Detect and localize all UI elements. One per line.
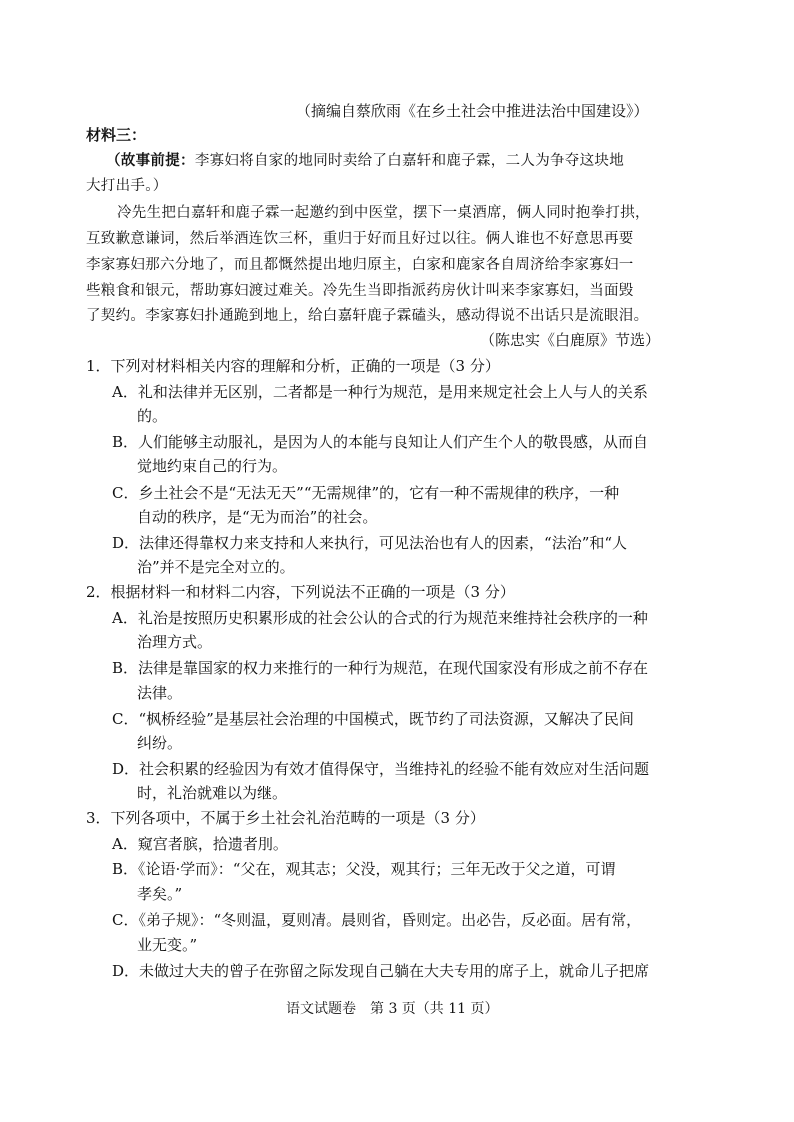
question-1-option-a: A．礼和法律并无区别，二者都是一种行为规范，是用来规定社会上人与人的关系 [112,383,648,401]
question-1-option-b-cont: 觉地约束自己的行为。 [137,457,288,475]
question-2-option-a: A．礼治是按照历史积累形成的社会公认的合式的行为规范来维持社会秩序的一种 [112,609,648,627]
question-2-option-c: C．“枫桥经验”是基层社会治理的中国模式，既节约了司法资源，又解决了民间 [112,710,634,728]
question-1-option-d: D．法律还得靠权力来支持和人来执行，可见法治也有人的因素，“法治”和“人 [112,534,628,552]
question-3-option-c: C．《弟子规》：“冬则温，夏则凊。晨则省，昏则定。出必告，反必面。居有常， [112,911,642,929]
story-paragraph-line: 些粮食和银元，帮助寡妇渡过难关。冷先生当即指派药房伙计叫来李家寡妇，当面毁 [86,283,634,299]
story-paragraph-line: 了契约。李家寡妇扑通跪到地上，给白嘉轩鹿子霖磕头，感动得说不出话只是流眼泪。 [86,308,649,324]
source-citation-1: （摘编自蔡欣雨《在乡土社会中推进法治中国建设》） [296,102,649,120]
question-1-stem: 1．下列对材料相关内容的理解和分析，正确的一项是（3 分） [86,357,500,375]
story-premise-line-2: 大打出手。） [86,178,168,194]
question-2-option-d: D．社会积累的经验因为有效才值得保守，当维持礼的经验不能有效应对生活问题 [112,760,650,778]
question-1-option-c: C．乡土社会不是“无法无天”“无需规律”的，它有一种不需规律的秩序，一种 [112,484,620,502]
question-1-option-b: B．人们能够主动服礼，是因为人的本能与良知让人们产生个人的敬畏感，从而自 [112,433,649,451]
source-citation-2: （陈忠实《白鹿原》节选） [480,331,661,349]
question-3-option-b-cont: 孝矣。” [137,885,183,903]
question-3-option-b: B．《论语·学而》：“父在，观其志；父没，观其行；三年无改于父之道，可谓 [112,860,616,878]
story-premise-text: 李寡妇将自家的地同时卖给了白嘉轩和鹿子霖，二人为争夺这块地 [194,153,625,169]
question-2-option-d-cont: 时，礼治就难以为继。 [137,784,288,802]
question-3-stem: 3．下列各项中，不属于乡土社会礼治范畴的一项是（3 分） [86,809,485,827]
story-paragraph-line: 冷先生把白嘉轩和鹿子霖一起邀约到中医堂，摆下一桌酒席，俩人同时抱拳打拱， [117,205,650,221]
question-2-option-b-cont: 法律。 [137,684,183,702]
story-premise-label: （故事前提： [106,152,195,169]
story-premise-line-1 [106,154,624,169]
question-2-option-a-cont: 治理方式。 [137,633,213,651]
page-footer: 语文试题卷 第 3 页（共 11 页） [286,1001,499,1017]
question-2-option-c-cont: 纠纷。 [137,734,183,752]
question-3-option-d: D．未做过大夫的曾子在弥留之际发现自己躺在大夫专用的席子上，就命儿子把席 [112,962,650,980]
question-1-option-c-cont: 自动的秩序，是“无为而治”的社会。 [137,508,378,526]
story-paragraph-line: 李家寡妇那六分地了，而且都慨然提出地归原主，白家和鹿家各自周济给李家寡妇一 [86,257,634,273]
question-3-option-a: A．窥宫者膑，拾遗者刖。 [112,835,288,853]
question-2-option-b: B．法律是靠国家的权力来推行的一种行为规范，在现代国家没有形成之前不存在 [112,659,649,677]
question-2-stem: 2．根据材料一和材料二内容，下列说法不正确的一项是（3 分） [86,583,515,601]
question-3-option-c-cont: 业无变。” [137,936,198,954]
material-3-heading: 材料三： [86,126,147,144]
question-1-option-a-cont: 的。 [137,407,168,425]
question-1-option-d-cont: 治”并不是完全对立的。 [137,558,295,576]
story-paragraph-line: 互致歉意谦词，然后举酒连饮三杯，重归于好而且好过以往。俩人谁也不好意思再要 [86,231,634,247]
